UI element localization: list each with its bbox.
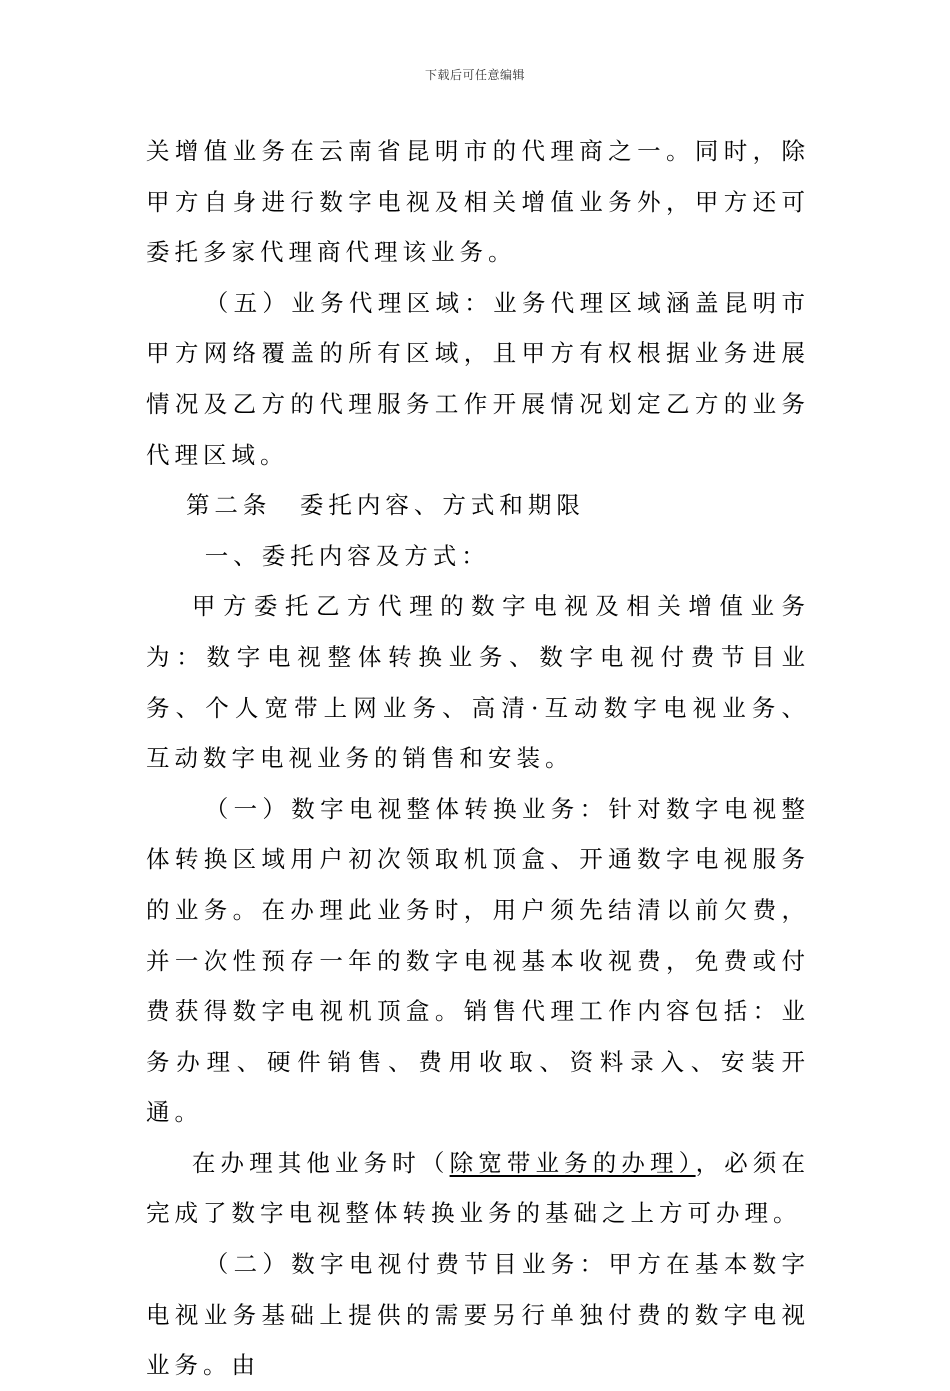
- section-heading: 一、委托内容及方式：: [204, 541, 490, 570]
- other-business-text-start: 在办理其他业务时（: [191, 1148, 450, 1177]
- paragraph-continuation: 关增值业务在云南省昆明市的代理商之一。同时，除甲方自身进行数字电视及相关增值业务外，甲方还可委托多家代理商代理该业务。: [146, 137, 810, 267]
- other-business-text-end: ，必须在完成了数字电视整体转换业务的基础之上方可办理。: [146, 1148, 811, 1228]
- page-header: 下载后可任意编辑: [424, 68, 525, 82]
- document-body: [146, 126, 810, 1391]
- paragraph-paid-programs: （二）数字电视付费节目业务：甲方在基本数字电视业务基础上提供的需要另行单独付费的数字电视业务。由: [146, 1250, 810, 1380]
- paragraph-business-area: （五）业务代理区域：业务代理区域涵盖昆明市甲方网络覆盖的所有区域，且甲方有权根据业务进展情况及乙方的代理服务工作开展情况划定乙方的业务代理区域。: [146, 288, 810, 469]
- paragraph-other-business: [146, 1138, 810, 1239]
- article-heading: 第二条 委托内容、方式和期限: [185, 491, 585, 520]
- underlined-exception: 除宽带业务的办理）: [449, 1148, 696, 1177]
- paragraph-entrusted-services: 甲方委托乙方代理的数字电视及相关增值业务为：数字电视整体转换业务、数字电视付费节目业务、个人宽带上网业务、高清·互动数字电视业务、互动数字电视业务的销售和安装。: [146, 592, 810, 773]
- paragraph-digital-tv-conversion: （一）数字电视整体转换业务：针对数字电视整体转换区域用户初次领取机顶盒、开通数字电视服务的业务。在办理此业务时，用户须先结清以前欠费，并一次性预存一年的数字电视基本收视费，免费或付费获得数字电视机顶盒。销售代理工作内容包括：业务办理、硬件销售、费用收取、资料录入、安装开通。: [146, 794, 810, 1127]
